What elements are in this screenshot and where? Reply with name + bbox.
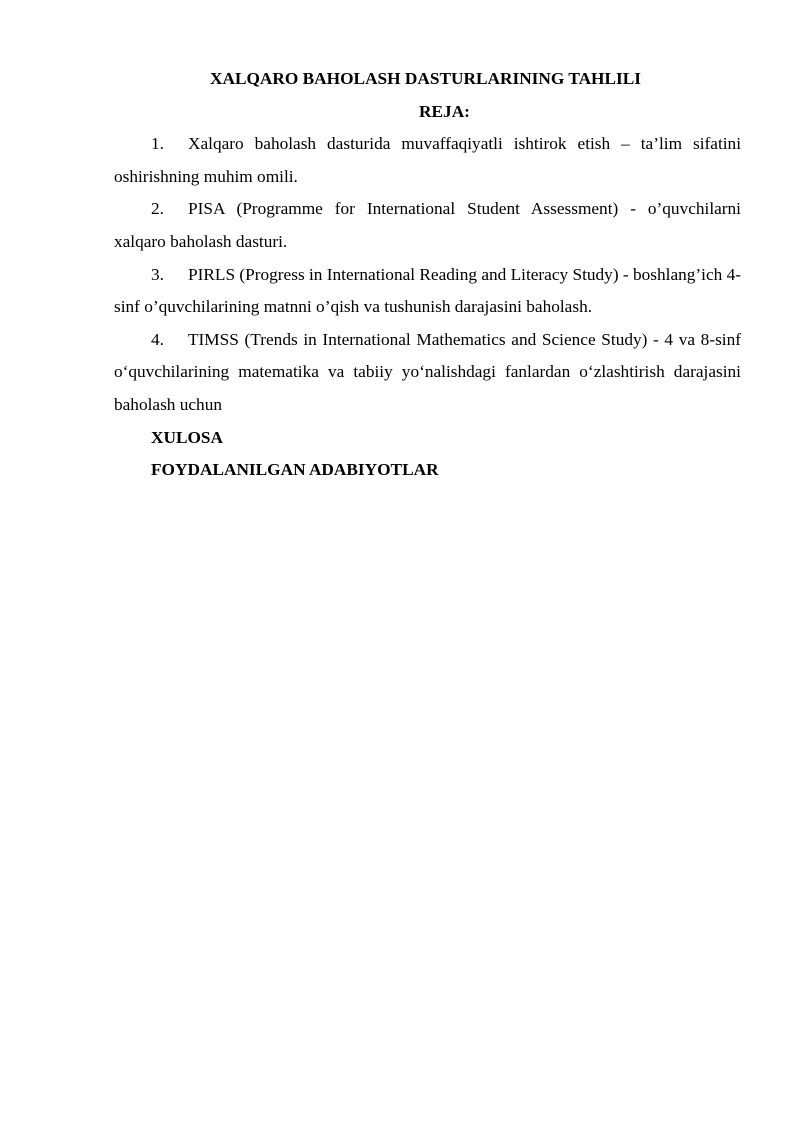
plan-item-number: 2. [151,199,164,219]
plan-item-2 [114,193,741,258]
plan-item-4 [114,324,741,422]
conclusion-heading: XULOSA [151,427,224,447]
plan-item-number: 3. [151,264,164,284]
plan-item-number: 1. [151,134,164,154]
plan-list [114,128,741,421]
plan-item-text: PISA (Programme for International Student Assessment) - o’quvchilarni xalqaro baholash dasturi. [114,199,741,251]
references-heading: FOYDALANILGAN ADABIYOTLAR [151,460,439,480]
plan-item-3 [114,259,741,324]
plan-item-text: PIRLS (Progress in International Reading and Literacy Study) - boshlang’ich 4-sinf o’quvchilarining matnni o’qish va tushunish darajasini baholash. [114,264,741,317]
plan-item-1 [114,128,741,193]
plan-heading: REJA: [419,101,470,121]
plan-item-number: 4. [151,329,164,349]
document-title: XALQARO BAHOLASH DASTURLARINING TAHLILI [210,69,641,88]
plan-item-text: TIMSS (Trends in International Mathematics and Science Study) - 4 va 8-sinf o‘quvchilarining matematika va tabiiy yo‘nalishdagi fanlardan o‘zlashtirish darajasini baholash uchun [114,329,741,414]
plan-item-text: Xalqaro baholash dasturida muvaffaqiyatli ishtirok etish – ta’lim sifatini oshirishning muhim omili. [114,134,741,186]
document-body [114,63,741,487]
